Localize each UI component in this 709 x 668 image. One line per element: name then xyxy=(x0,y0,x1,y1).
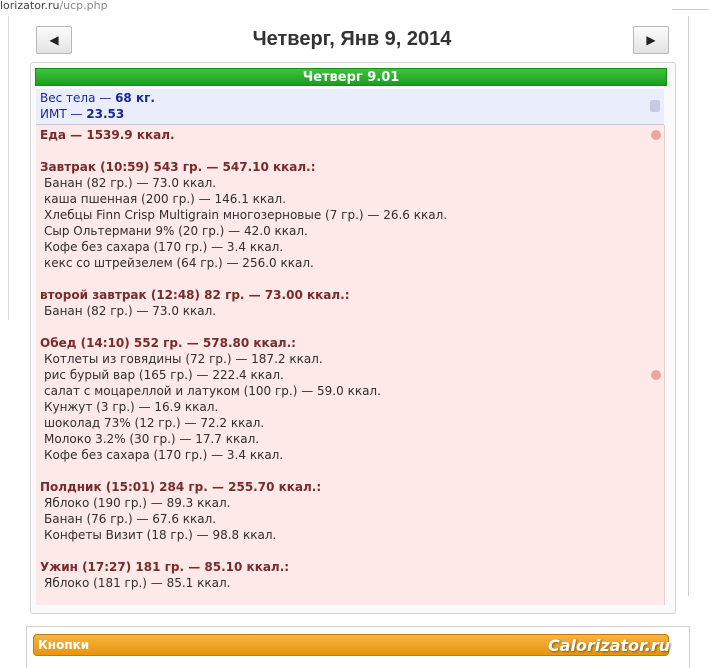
food-item: салат с моцареллой и латуком (100 гр.) — 59.0 ккал. xyxy=(44,384,381,398)
food-item: Молоко 3.2% (30 гр.) — 17.7 ккал. xyxy=(44,432,260,446)
address-bar[interactable] xyxy=(0,0,709,14)
food-panel xyxy=(36,125,665,605)
meal-header-breakfast: Завтрак (10:59) 543 гр. — 547.10 ккал.: xyxy=(40,160,316,174)
food-item: шоколад 73% (12 гр.) — 72.2 ккал. xyxy=(44,416,265,430)
apple-icon[interactable] xyxy=(651,370,661,380)
food-item: Кофе без сахара (170 гр.) — 3.4 ккал. xyxy=(44,240,284,254)
food-item: кекс со штрейзелем (64 гр.) — 256.0 ккал. xyxy=(44,256,314,270)
weight-value: 68 кг. xyxy=(115,91,155,105)
meal-header-snack: Полдник (15:01) 284 гр. — 255.70 ккал.: xyxy=(40,480,322,494)
page-title: Четверг, Янв 9, 2014 xyxy=(252,28,452,50)
bmi-label: ИМТ — xyxy=(40,107,87,121)
next-day-button[interactable] xyxy=(633,26,669,54)
arrow-left-icon: ◀ xyxy=(49,33,59,47)
food-item: Котлеты из говядины (72 гр.) — 187.2 ккал. xyxy=(44,352,323,366)
scale-icon[interactable] xyxy=(650,100,660,112)
food-item: Конфеты Визит (18 гр.) — 98.8 ккал. xyxy=(44,528,277,542)
meal-header-second-breakfast: второй завтрак (12:48) 82 гр. — 73.00 ккал.: xyxy=(40,288,350,302)
food-item: Яблоко (181 гр.) — 85.1 ккал. xyxy=(44,576,231,590)
bmi-row xyxy=(40,107,124,121)
food-item: Кофе без сахара (170 гр.) — 3.4 ккал. xyxy=(44,448,284,462)
prev-day-button[interactable] xyxy=(36,26,72,54)
food-item: рис бурый вар (165 гр.) — 222.4 ккал. xyxy=(44,368,284,382)
bmi-value: 23.53 xyxy=(86,107,125,121)
food-item: Хлебцы Finn Crisp Multigrain многозерновые (7 гр.) — 26.6 ккал. xyxy=(44,208,448,222)
food-item: Банан (82 гр.) — 73.0 ккал. xyxy=(44,176,217,190)
food-item: каша пшенная (200 гр.) — 146.1 ккал. xyxy=(44,192,286,206)
top-divider xyxy=(672,9,709,10)
url-host: lorizator.ru xyxy=(0,0,60,12)
food-total: Еда — 1539.9 ккал. xyxy=(40,128,175,142)
buttons-panel-label: Кнопки xyxy=(38,638,90,652)
food-item: Банан (76 гр.) — 67.6 ккал. xyxy=(44,512,217,526)
food-item: Кунжут (3 гр.) — 16.9 ккал. xyxy=(44,400,219,414)
right-divider xyxy=(688,16,689,596)
day-header[interactable]: Четверг 9.01 xyxy=(35,68,667,86)
body-stats-panel xyxy=(36,89,664,125)
weight-label: Вес тела — xyxy=(40,91,116,105)
food-item: Сыр Ольтермани 9% (20 гр.) — 42.0 ккал. xyxy=(44,224,308,238)
meal-header-lunch: Обед (14:10) 552 гр. — 578.80 ккал.: xyxy=(40,336,296,350)
food-item: Банан (82 гр.) — 73.0 ккал. xyxy=(44,304,217,318)
url-path: /ucp.php xyxy=(59,0,108,12)
arrow-right-icon: ▶ xyxy=(646,33,656,47)
left-panel-edge xyxy=(0,16,9,320)
food-item: Яблоко (190 гр.) — 89.3 ккал. xyxy=(44,496,231,510)
apple-icon[interactable] xyxy=(651,130,661,140)
meal-header-dinner: Ужин (17:27) 181 гр. — 85.10 ккал.: xyxy=(40,560,290,574)
watermark-logo: Calorizator.ru xyxy=(548,636,671,655)
weight-row xyxy=(40,91,155,105)
